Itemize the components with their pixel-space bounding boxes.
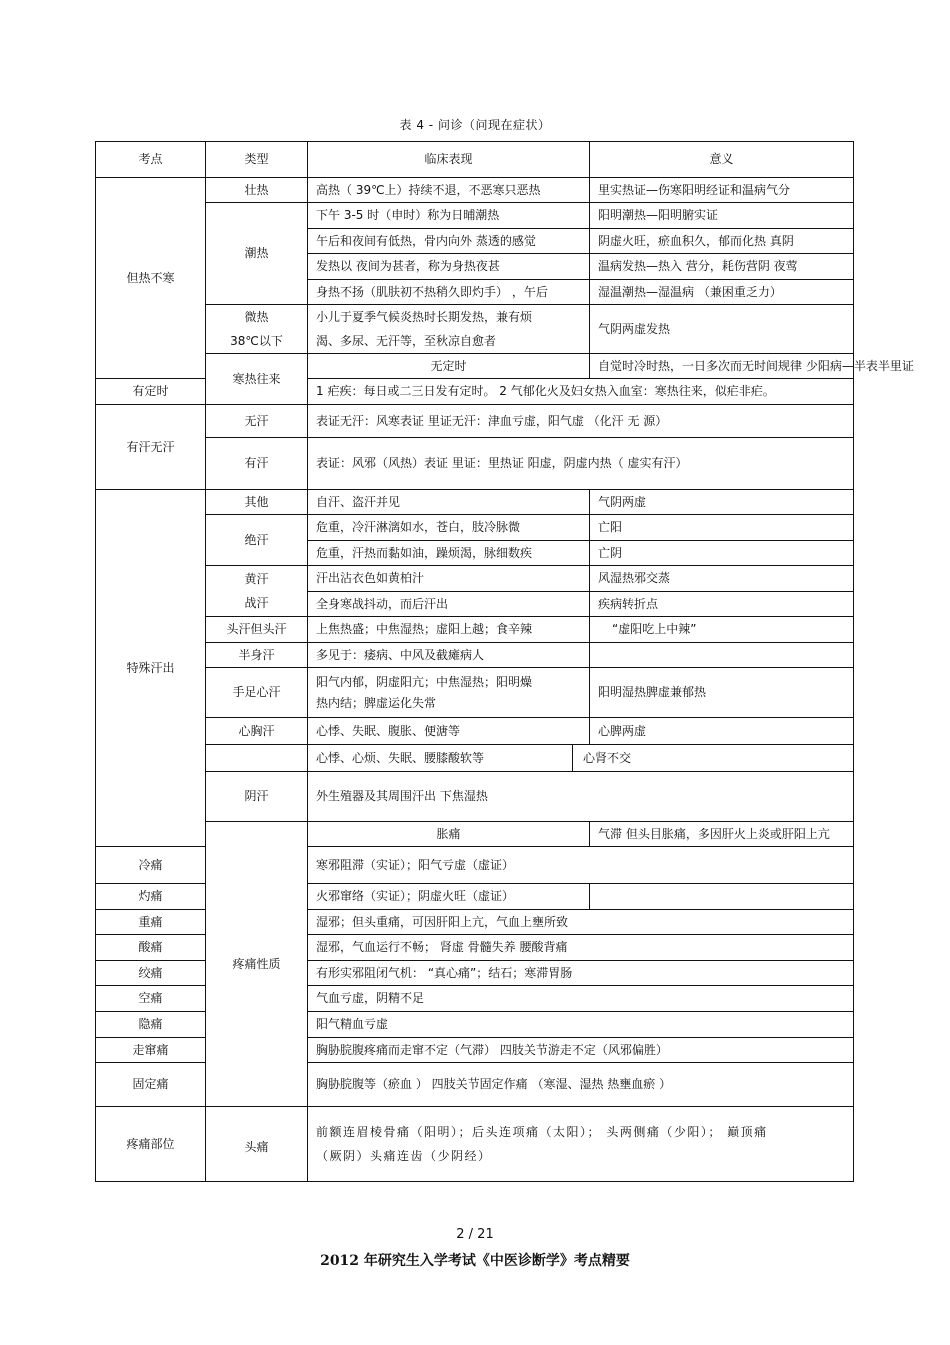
clinical-cell: 胸胁脘腹等（瘀血 ） 四肢关节固定作痛 （寒湿、湿热 热壅血瘀 ）	[308, 1063, 854, 1107]
type-cell: 头痛	[206, 1107, 308, 1182]
type-cell: 空痛	[96, 986, 206, 1012]
clinical-cell	[308, 745, 854, 772]
clinical-cell: 自觉时冷时热，一日多次而无时间规律 少阳病—半表半里证	[590, 354, 854, 379]
clinical-line: 渴、多尿、无汗等，至秋凉自愈者	[316, 334, 497, 348]
type-cell: 头汗但头汗	[206, 617, 308, 643]
table-row	[96, 203, 854, 229]
group-cell: 有汗无汗	[96, 405, 206, 490]
type-cell: 灼痛	[96, 884, 206, 910]
clinical-line: 小儿于夏季气候炎热时长期发热，兼有烦	[316, 310, 533, 324]
type-cell: 无定时	[308, 354, 590, 379]
header-cell: 考点	[96, 142, 206, 178]
group-cell: 疼痛部位	[96, 1107, 206, 1182]
type-cell: 酸痛	[96, 935, 206, 961]
type-line: 38℃以下	[230, 334, 283, 348]
clinical-cell: 午后和夜间有低热，骨内向外 蒸透的感觉	[308, 229, 590, 254]
type-line: 黄汗	[244, 572, 269, 586]
clinical-cell: 湿邪，气血运行不畅； 肾虚 骨髓失养 腰酸背痛	[308, 935, 854, 961]
table-row	[96, 745, 854, 772]
table-row	[96, 438, 854, 490]
clinical-cell: 外生殖器及其周围汗出 下焦湿热	[308, 772, 854, 822]
clinical-line: 热内结；脾虚运化失常	[316, 695, 437, 710]
meaning-cell: 风湿热邪交蒸	[590, 566, 854, 592]
clinical-cell: 表证无汗：风寒表证 里证无汗：津血亏虚，阳气虚 （化汗 无 源）	[308, 405, 854, 438]
type-cell: 心胸汗	[206, 718, 308, 745]
type-cell: 隐痛	[96, 1012, 206, 1038]
meaning-cell: 温病发热—热入 营分，耗伤营阴 夜莺	[590, 254, 854, 280]
table-row	[96, 643, 854, 668]
table-row	[96, 772, 854, 822]
clinical-cell: 上焦热盛；中焦湿热；虚阳上越；食辛辣	[308, 617, 590, 643]
type-cell: 潮热	[206, 203, 308, 305]
type-cell: 固定痛	[96, 1063, 206, 1107]
meaning-cell	[590, 643, 854, 668]
table-row	[96, 405, 854, 438]
type-cell: 重痛	[96, 910, 206, 935]
type-cell	[206, 745, 308, 772]
meaning-cell: 亡阴	[590, 541, 854, 566]
type-cell: 冷痛	[96, 847, 206, 884]
table-row	[96, 822, 854, 847]
table-header-row	[96, 142, 854, 178]
meaning-cell: 疾病转折点	[590, 592, 854, 617]
type-cell: 有定时	[96, 379, 206, 405]
type-cell: 绝汗	[206, 515, 308, 566]
split-row	[316, 745, 845, 771]
clinical-cell: 有形实邪阻闭气机： “真心痛”；结石；寒滞胃肠	[308, 961, 854, 986]
page-number: 2 / 21	[456, 1227, 494, 1242]
meaning-text: 心肾不交	[572, 745, 853, 771]
type-cell: 阴汗	[206, 772, 308, 822]
clinical-cell: 危重，冷汗淋漓如水，苍白，肢冷脉微	[308, 515, 590, 541]
header-cell: 类型	[206, 142, 308, 178]
table-caption: 表 4 - 问诊（问现在症状）	[399, 118, 551, 132]
type-cell: 其他	[206, 490, 308, 515]
table-row	[96, 490, 854, 515]
table-row	[96, 515, 854, 541]
table-row	[96, 354, 854, 379]
clinical-cell: 危重，汗热而黏如油，躁烦渴，脉细数疾	[308, 541, 590, 566]
meaning-cell: 亡阳	[590, 515, 854, 541]
clinical-cell: 胸胁脘腹疼痛而走窜不定（气滞） 四肢关节游走不定（风邪偏胜）	[308, 1038, 854, 1063]
type-line: 微热	[244, 310, 269, 324]
clinical-cell	[308, 1107, 854, 1182]
meaning-cell: 气阴两虚	[590, 490, 854, 515]
clinical-cell: 全身寒战抖动，而后汗出	[308, 592, 590, 617]
type-cell: 手足心汗	[206, 668, 308, 718]
clinical-text: 心悸、心烦、失眠、腰膝酸软等	[316, 750, 485, 765]
meaning-cell	[590, 884, 854, 910]
clinical-cell: 发热以 夜间为甚者，称为身热夜甚	[308, 254, 590, 280]
clinical-cell: 身热不扬（肌肤初不热稍久即灼手） ，午后	[308, 280, 590, 305]
clinical-cell: 高热（ 39℃上）持续不退，不恶寒只恶热	[308, 178, 590, 203]
group-cell: 疼痛性质	[206, 822, 308, 1107]
type-cell: 胀痛	[308, 822, 590, 847]
meaning-cell: 里实热证—伤寒阳明经证和温病气分	[590, 178, 854, 203]
document-title: 2012 年研究生入学考试《中医诊断学》考点精要	[320, 1253, 630, 1269]
type-cell: 有汗	[206, 438, 308, 490]
clinical-cell: 多见于：痿病、中风及截瘫病人	[308, 643, 590, 668]
clinical-cell: 气滞 但头目胀痛，多因肝火上炎或肝阳上亢	[590, 822, 854, 847]
meaning-cell: 阳明潮热—阳明腑实证	[590, 203, 854, 229]
clinical-cell: 汗出沾衣色如黄柏汁	[308, 566, 590, 592]
meaning-cell: 心脾两虚	[590, 718, 854, 745]
meaning-cell: 阳明湿热脾虚兼郁热	[590, 668, 854, 718]
clinical-line: 阳气内郁，阴虚阳亢；中焦湿热；阳明燥	[316, 674, 533, 689]
clinical-cell: 寒邪阻滞（实证）；阳气亏虚（虚证）	[308, 847, 854, 884]
inquiry-table	[95, 141, 914, 1182]
group-cell: 特殊汗出	[96, 490, 206, 847]
table-row	[96, 305, 854, 354]
type-cell: 半身汗	[206, 643, 308, 668]
type-line: 战汗	[244, 596, 269, 610]
type-cell: 壮热	[206, 178, 308, 203]
clinical-cell: 气血亏虚，阴精不足	[308, 986, 854, 1012]
clinical-cell	[308, 305, 590, 354]
table-row	[96, 178, 854, 203]
group-cell: 但热不寒	[96, 178, 206, 379]
type-cell: 绞痛	[96, 961, 206, 986]
type-cell: 走窜痛	[96, 1038, 206, 1063]
clinical-cell: 湿邪；但头重痛，可因肝阳上亢，气血上壅所致	[308, 910, 854, 935]
type-cell	[206, 566, 308, 617]
clinical-line: 前额连眉棱骨痛（阳明）；后头连项痛（太阳）； 头两侧痛（少阳）； 巅顶痛	[316, 1125, 768, 1139]
clinical-line: （厥阴）头痛连齿（少阴经）	[316, 1149, 492, 1163]
meaning-cell: 湿温潮热—湿温病 （兼困重乏力）	[590, 280, 854, 305]
clinical-cell	[308, 668, 590, 718]
header-cell: 临床表现	[308, 142, 590, 178]
table-row	[96, 617, 854, 643]
table-row	[96, 668, 854, 718]
clinical-cell: 下午 3-5 时（申时）称为日晡潮热	[308, 203, 590, 229]
meaning-cell: “虚阳吃上中辣”	[590, 617, 854, 643]
type-cell: 无汗	[206, 405, 308, 438]
table-row	[96, 1107, 854, 1182]
clinical-cell: 自汗、盗汗并见	[308, 490, 590, 515]
type-cell	[206, 305, 308, 354]
meaning-cell: 阴虚火旺，瘀血积久，郁而化热 真阴	[590, 229, 854, 254]
group-cell: 寒热往来	[206, 354, 308, 405]
table-row	[96, 566, 854, 592]
clinical-cell: 表证：风邪（风热）表证 里证：里热证 阳虚，阴虚内热（ 虚实有汗）	[308, 438, 854, 490]
header-cell: 意义	[590, 142, 854, 178]
clinical-cell: 1 疟疾：每日或二三日发有定时。 2 气郁化火及妇女热入血室：寒热往来，似疟非疟。	[308, 379, 854, 405]
clinical-cell: 心悸、失眠、腹胀、便溏等	[308, 718, 590, 745]
clinical-cell: 阳气精血亏虚	[308, 1012, 854, 1038]
table-row	[96, 718, 854, 745]
meaning-cell: 气阴两虚发热	[590, 305, 854, 354]
clinical-cell: 火邪窜络（实证）；阴虚火旺（虚证）	[308, 884, 590, 910]
